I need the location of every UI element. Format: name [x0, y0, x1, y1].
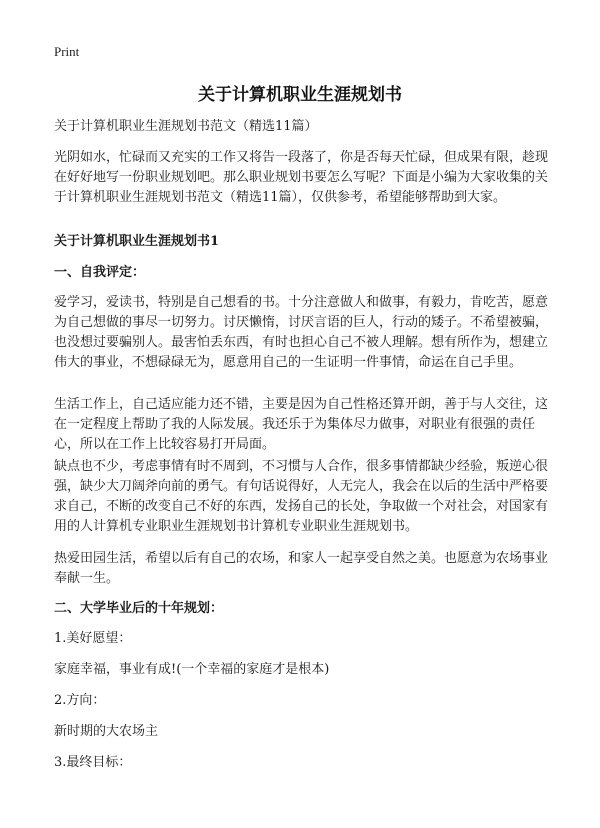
section-title: 关于计算机职业生涯规划书1 — [54, 234, 220, 249]
paragraph-2: 生活工作上，自己适应能力还不错，主要是因为自己性格还算开朗，善于与人交往，这在一定程度上帮助了我的人际发展。我还乐于为集体尽力做事，对职业有很强的责任心，所以在工作上比较容易打开局面。 — [54, 397, 549, 452]
heading-ten-year-plan: 二、大学毕业后的十年规划： — [54, 601, 224, 616]
plan-line: 新时期的大农场主 — [54, 724, 159, 739]
intro-paragraph: 光阴如水，忙碌而又充实的工作又将告一段落了，你是否每天忙碌，但成果有限，趁现在好好地写一份职业规划吧。那么职业规划书要怎么写呢？下面是小编为大家收集的关于计算机职业生涯规划书范文（精选11篇），仅供参考，希望能够帮助到大家。 — [54, 150, 549, 205]
document-title: 关于计算机职业生涯规划书 — [198, 85, 402, 105]
plan-line: 1.美好愿望： — [54, 631, 132, 646]
heading-self-assessment: 一、自我评定： — [54, 265, 146, 280]
paragraph-1: 爱学习，爱读书，特别是自己想看的书。十分注意做人和做事，有毅力，肯吃苦，愿意为自己想做的事尽一切努力。讨厌懒惰，讨厌言语的巨人，行动的矮子。不希望被骗，也没想过要骗别人。最害怕丢东西，有时也担心自己不被人理解。想有所作为，想建立伟大的事业，不想碌碌无为，愿意用自己的一生证明一件事情，命运在自己手里。 — [54, 295, 549, 370]
print-link[interactable]: Print — [54, 44, 80, 59]
plan-line: 3.最终目标： — [54, 755, 132, 770]
plan-line: 2.方向： — [54, 693, 106, 708]
plan-line: 家庭幸福，事业有成!(一个幸福的家庭才是根本) — [54, 662, 330, 677]
paragraph-4: 热爱田园生活，希望以后有自己的农场，和家人一起享受自然之美。也愿意为农场事业奉献一生。 — [54, 551, 549, 586]
document-subtitle: 关于计算机职业生涯规划书范文（精选11篇） — [54, 119, 318, 134]
paragraph-3: 缺点也不少，考虑事情有时不周到，不习惯与人合作，很多事情都缺少经验，叛逆心很强，缺少大刀阔斧向前的勇气。有句话说得好，人无完人，我会在以后的生活中严格要求自己，不断的改变自己不好的东西，发扬自己的长处，争取做一个对社会，对国家有用的人计算机专业职业生涯规划书计算机专业职业生涯规划书。 — [54, 459, 549, 534]
